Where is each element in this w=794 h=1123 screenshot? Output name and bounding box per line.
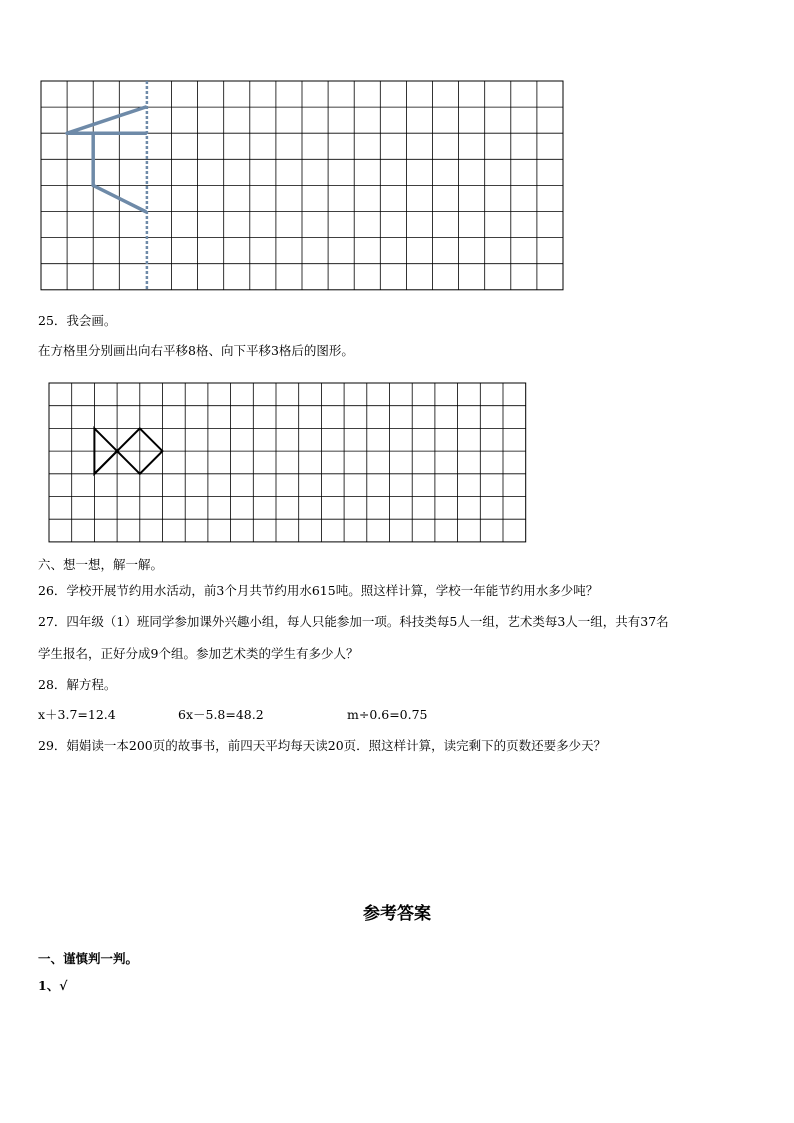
answer-1: 1、√	[38, 978, 68, 993]
equation-2: 6x－5.8=48.2	[178, 707, 264, 722]
question-25-instruction: 在方格里分别画出向右平移8格、向下平移3格后的图形。	[38, 343, 354, 358]
axis-symmetry-grid	[40, 80, 564, 299]
question-28: 28．解方程。	[38, 677, 117, 692]
question-29: 29．娟娟读一本200页的故事书，前四天平均每天读20页．照这样计算，读完剩下的页数还要多少天？	[38, 738, 607, 753]
equation-3: m÷0.6=0.75	[347, 707, 428, 722]
equation-1: x＋3.7=12.4	[38, 707, 116, 722]
answer-key-title: 参考答案	[363, 904, 431, 924]
translation-grid	[48, 382, 528, 544]
question-25-title: 25．我会画。	[38, 313, 117, 328]
question-27-line-1: 27．四年级（1）班同学参加课外兴趣小组，每人只能参加一项。科技类每5人一组，艺术类每3人一组，共有37名	[38, 614, 669, 629]
question-27-line-2: 学生报名，正好分成9个组。参加艺术类的学生有多少人？	[38, 646, 359, 661]
section-6-heading: 六、想一想，解一解。	[38, 557, 164, 572]
grid-border	[49, 383, 526, 542]
half-shape-edge	[67, 107, 145, 133]
question-26: 26．学校开展节约用水活动，前3个月共节约用水615吨。照这样计算，学校一年能节约用水多少吨？	[38, 583, 599, 598]
answer-section-1-heading: 一、谨慎判一判。	[38, 951, 139, 966]
shape-edge	[94, 451, 117, 474]
